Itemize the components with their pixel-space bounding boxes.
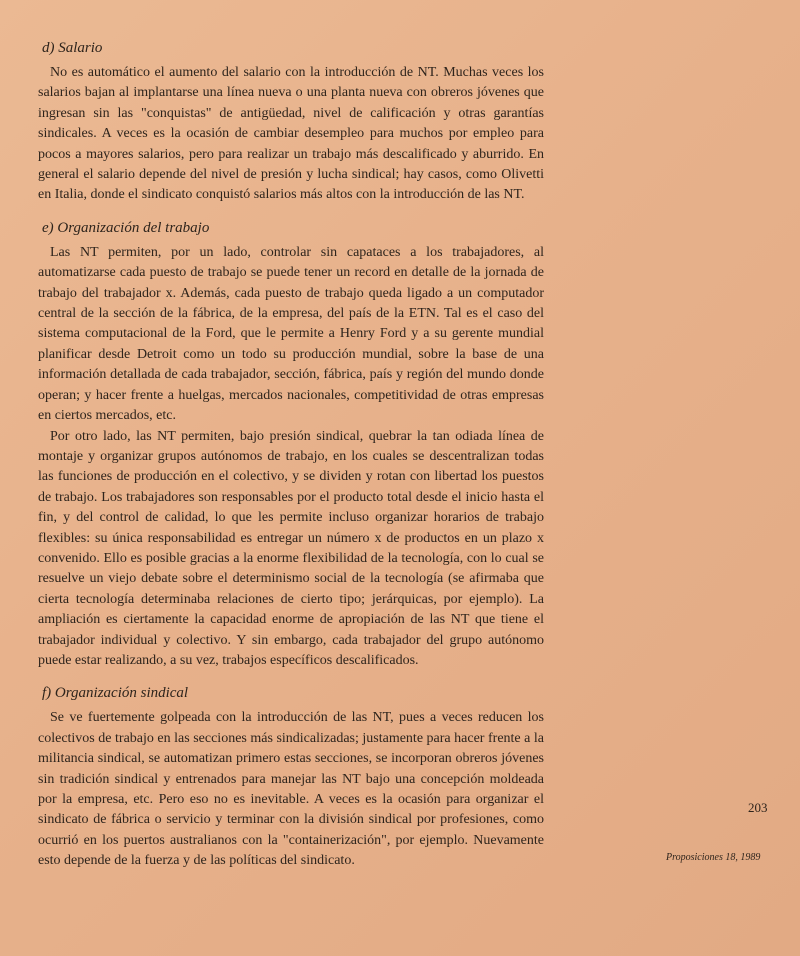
paragraph: Se ve fuertemente golpeada con la introducción de las NT, pues a veces reducen los colectivos de trabajo en las secciones más sindicalizadas; justamente para hacer frente a la militancia sindical, se automatizan primero estas secciones, se incorporan obreros jóvenes sin tradición sindical y entrenados para manejar las NT bajo una concepción moldeada por la empresa, etc. Pero eso no es inevitable. A veces es la ocasión para organizar el sindicato de fábrica o servicio y terminar con la división sindical por profesiones, como ocurrió en los puertos australianos con la "containerización", por ejemplo. Nuevamente esto depende de la fuerza y de las políticas del sindicato.	[38, 710, 544, 869]
footer-source: Proposiciones 18, 1989	[666, 852, 761, 863]
page-number: 203	[748, 800, 768, 815]
section-title-organizacion-trabajo: e) Organización del trabajo	[42, 219, 210, 236]
section-title-organizacion-sindical: f) Organización sindical	[42, 685, 189, 702]
paragraph: Las NT permiten, por un lado, controlar sin capataces a los trabajadores, al automatizarse cada puesto de trabajo se puede tener un record en detalle de la jornada de trabajo del trabajador x. Además, cada puesto de trabajo queda ligado a un computador central de la sección de la fábrica, de la empresa, del país de la ETN. Tal es el caso del sistema computacional de la Ford, que le permite a Henry Ford y a su gerente mundial planificar desde Detroit como un todo su producción mundial, sobre la base de una información detallada de cada trabajador, sección, fábrica, país y región del mundo donde operan; y hacer frente a huelgas, mercados nacionales, competitividad de otras empresas en ciertos mercados, etc.	[38, 244, 544, 424]
paragraph: Por otro lado, las NT permiten, bajo presión sindical, quebrar la tan odiada línea de montaje y organizar grupos autónomos de trabajo, en los cuales se descentralizan todas las funciones de producción en el colectivo, y se dividen y rotan con libertad los puestos de trabajo. Los trabajadores son responsables por el producto total desde el inicio hasta el fin, y del control de calidad, lo que les permite incluso organizar horarios de trabajo flexibles: su única responsabilidad es entregar un número x de productos en un plazo x convenido. Ello es posible gracias a la enorme flexibilidad de la tecnología, con lo cual se resuelve un viejo debate sobre el determinismo social de la tecnología (se afirmaba que cierta tecnología determinaba relaciones de cierto tipo; jerárquicas, por ejemplo). La ampliación es ciertamente la capacidad enorme de apropiación de las NT que tiene el trabajador individual y colectivo. Y sin embargo, cada trabajador del grupo autónomo puede estar realizando, a su vez, trabajos específicos descalificados.	[38, 428, 544, 668]
paragraph: No es automático el aumento del salario con la introducción de NT. Muchas veces los salarios bajan al implantarse una línea nueva o una planta nueva con obreros jóvenes que ingresan sin las "conquistas" de antigüedad, nivel de calificación y otras garantías sindicales. A veces es la ocasión de cambiar desempleo para muchos por empleo para pocos a mayores salarios, pero para realizar un trabajo más descalificado y aburrido. En general el salario depende del nivel de presión y lucha sindical; hay casos, como Olivetti en Italia, donde el sindicato conquistó salarios más altos con la introducción de las NT.	[38, 65, 544, 203]
text-column	[38, 40, 544, 872]
section-title-salario: d) Salario	[42, 40, 103, 56]
